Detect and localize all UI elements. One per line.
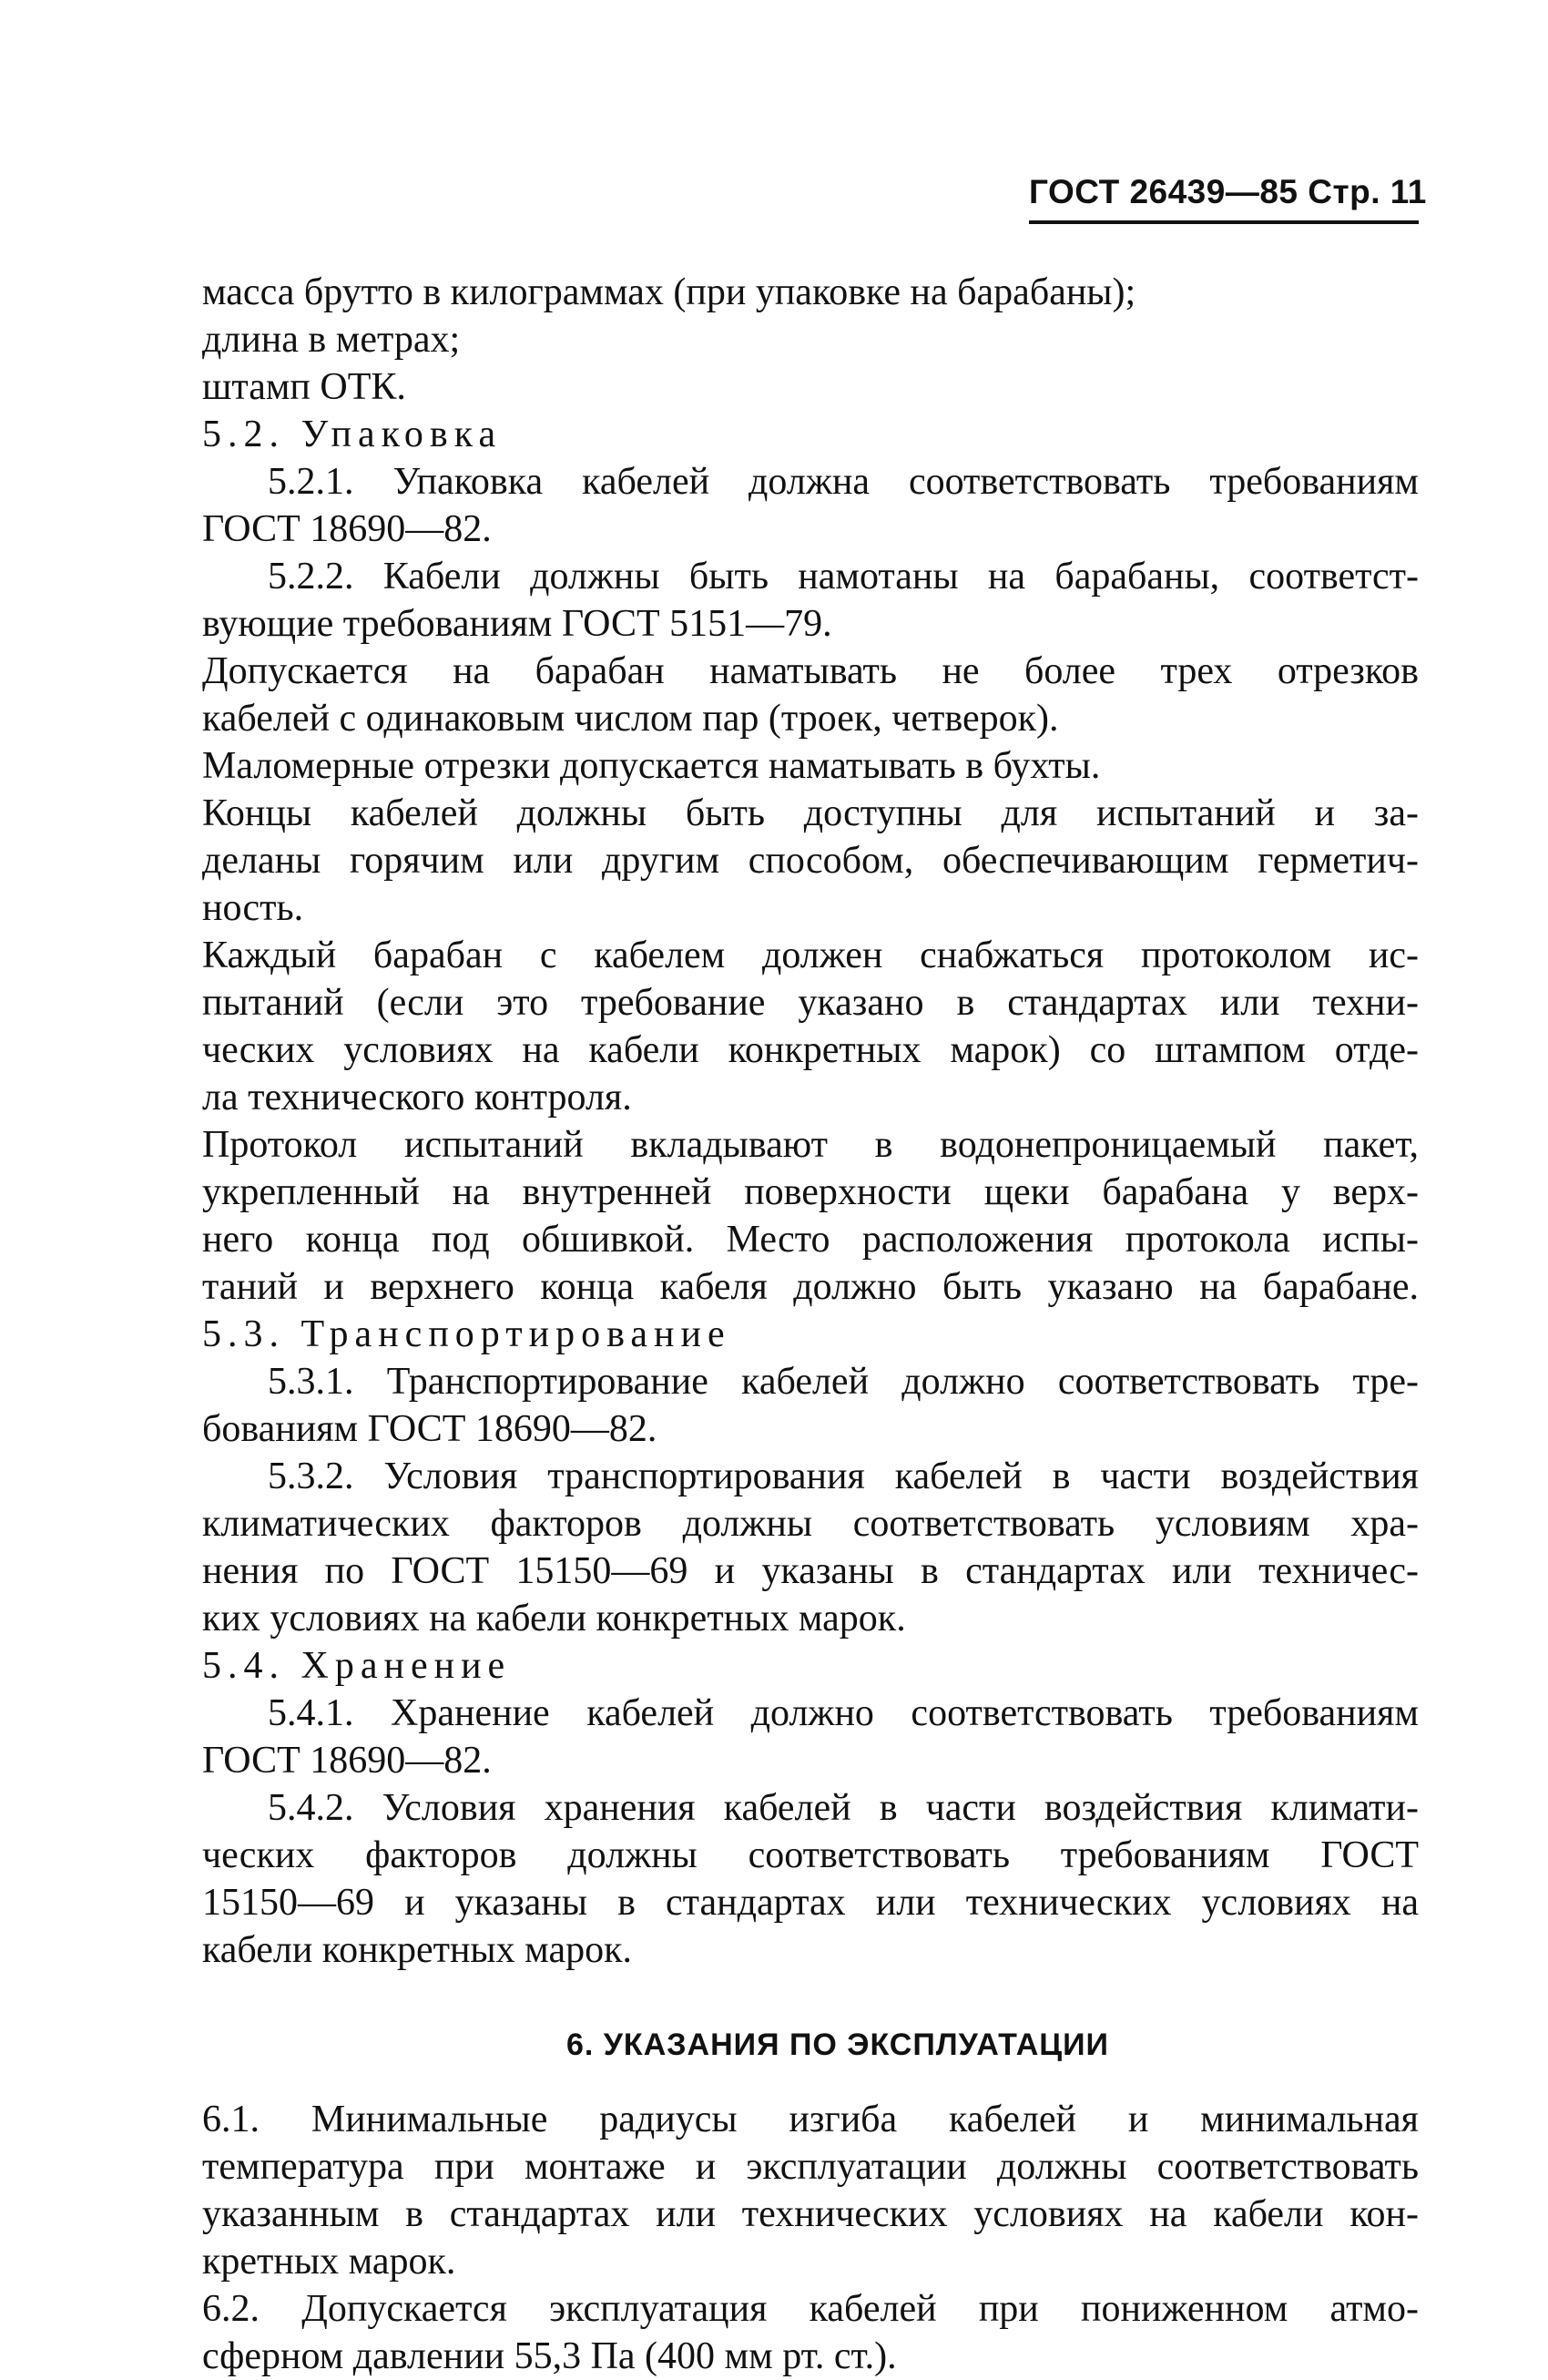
- text-line: 5.2.2. Кабели должны быть намотаны на барабаны, соответст-: [268, 556, 1419, 598]
- text-line: кретных марок.: [202, 2241, 456, 2283]
- text-line: ность.: [202, 887, 304, 929]
- text-line: ГОСТ 18690—82.: [202, 1740, 492, 1782]
- subsection-heading: 5.2. Упаковка: [202, 414, 503, 455]
- text-line: ла технического контроля.: [202, 1077, 632, 1118]
- text-line: таний и верхнего конца кабеля должно быть указано на барабане.: [202, 1266, 1419, 1308]
- text-line: температура при монтаже и эксплуатации должны соответствовать: [202, 2146, 1419, 2188]
- running-header: ГОСТ 26439—85 Стр. 11: [1029, 173, 1427, 210]
- text-line: Маломерные отрезки допускается наматывать в бухты.: [202, 745, 1101, 787]
- text-line: сферном давлении 55,3 Па (400 мм рт. ст.).: [202, 2335, 897, 2377]
- text-line: кабелей с одинаковым числом пар (троек, четверок).: [202, 698, 1059, 740]
- text-line: Допускается на барабан наматывать не более трех отрезков: [202, 650, 1419, 692]
- text-line: штамп ОТК.: [202, 366, 406, 408]
- text-line: масса брутто в килограммах (при упаковке на барабаны);: [202, 271, 1136, 313]
- text-line: ких условиях на кабели конкретных марок.: [202, 1598, 906, 1639]
- text-line: ГОСТ 18690—82.: [202, 508, 492, 550]
- text-line: 5.2.1. Упаковка кабелей должна соответствовать требованиям: [268, 461, 1419, 503]
- text-line: длина в метрах;: [202, 319, 461, 361]
- text-line: 6.1. Минимальные радиусы изгиба кабелей и минимальная: [202, 2099, 1419, 2140]
- text-line: 5.3.2. Условия транспортирования кабелей в части воздействия: [268, 1456, 1419, 1497]
- header-rule: [1029, 220, 1419, 224]
- text-line: 15150—69 и указаны в стандартах или технических условиях на: [202, 1882, 1419, 1924]
- text-line: 6.2. Допускается эксплуатация кабелей при пониженном атмо-: [202, 2288, 1419, 2330]
- text-line: указанным в стандартах или технических условиях на кабели кон-: [202, 2193, 1419, 2235]
- text-line: Протокол испытаний вкладывают в водонепроницаемый пакет,: [202, 1124, 1419, 1166]
- section-heading: 6. УКАЗАНИЯ ПО ЭКСПЛУАТАЦИИ: [565, 2028, 1109, 2062]
- text-line: кабели конкретных марок.: [202, 1929, 632, 1971]
- text-line: 5.4.1. Хранение кабелей должно соответствовать требованиям: [268, 1692, 1419, 1734]
- text-line: деланы горячим или другим способом, обеспечивающим герметич-: [202, 840, 1419, 882]
- text-line: него конца под обшивкой. Место расположения протокола испы-: [202, 1219, 1419, 1261]
- text-line: Концы кабелей должны быть доступны для испытаний и за-: [202, 792, 1419, 834]
- text-line: климатических факторов должны соответствовать условиям хра-: [202, 1503, 1419, 1545]
- subsection-heading: 5.3. Транспортирование: [202, 1313, 731, 1355]
- text-line: ческих факторов должны соответствовать требованиям ГОСТ: [202, 1834, 1419, 1876]
- page-body: [202, 269, 1419, 2380]
- text-line: нения по ГОСТ 15150—69 и указаны в стандартах или техничес-: [202, 1550, 1419, 1592]
- text-line: ческих условиях на кабели конкретных марок) со штампом отде-: [202, 1029, 1419, 1071]
- text-line: укрепленный на внутренней поверхности щеки барабана у верх-: [202, 1171, 1419, 1213]
- text-line: вующие требованиям ГОСТ 5151—79.: [202, 603, 832, 645]
- text-line: пытаний (если это требование указано в стандартах или техни-: [202, 982, 1419, 1024]
- text-line: 5.4.2. Условия хранения кабелей в части воздействия климати-: [268, 1787, 1419, 1829]
- text-line: бованиям ГОСТ 18690—82.: [202, 1408, 657, 1450]
- text-line: 5.3.1. Транспортирование кабелей должно соответствовать тре-: [268, 1361, 1419, 1403]
- text-line: Каждый барабан с кабелем должен снабжаться протоколом ис-: [202, 935, 1419, 976]
- subsection-heading: 5.4. Хранение: [202, 1645, 512, 1687]
